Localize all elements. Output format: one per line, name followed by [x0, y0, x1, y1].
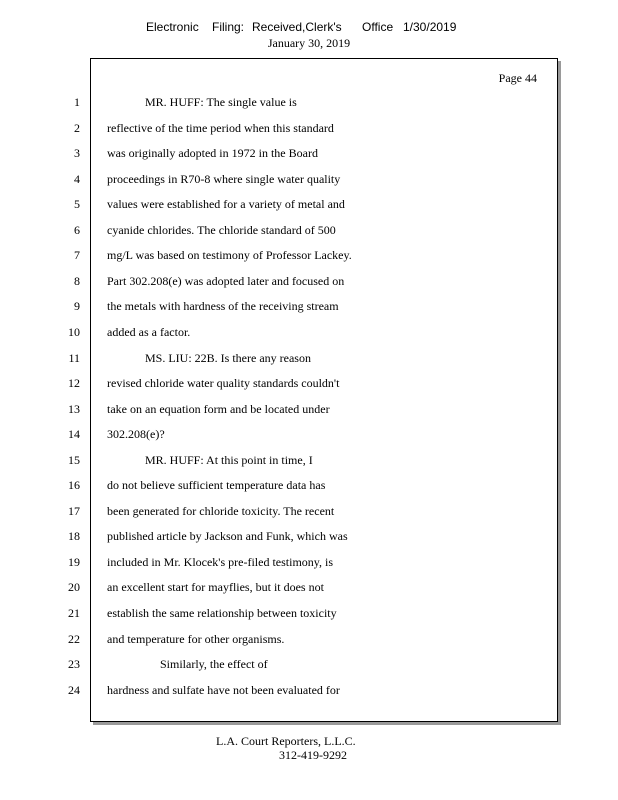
- line-number: 23: [68, 657, 80, 671]
- transcript-line: reflective of the time period when this standard: [107, 121, 334, 135]
- reporter-company: L.A. Court Reporters, L.L.C.: [216, 734, 356, 748]
- line-number: 12: [68, 376, 80, 390]
- filing-stamp: [0, 20, 618, 36]
- line-number: 3: [74, 146, 80, 160]
- line-number: 11: [68, 351, 80, 365]
- transcript-line: published article by Jackson and Funk, which was: [107, 529, 348, 543]
- line-number: 14: [68, 427, 80, 441]
- transcript-line: MR. HUFF: At this point in time, I: [145, 453, 313, 467]
- line-number: 15: [68, 453, 80, 467]
- stamp-electronic: Electronic: [146, 20, 199, 34]
- transcript-line: revised chloride water quality standards couldn't: [107, 376, 340, 390]
- transcript-line: MS. LIU: 22B. Is there any reason: [145, 351, 311, 365]
- transcript-line: Similarly, the effect of: [160, 657, 268, 671]
- line-number: 24: [68, 683, 80, 697]
- stamp-date: 1/30/2019: [403, 20, 457, 34]
- line-number: 16: [68, 478, 80, 492]
- transcript-line: and temperature for other organisms.: [107, 632, 285, 646]
- stamp-filing: Filing:: [212, 20, 245, 34]
- line-number: 1: [74, 95, 80, 109]
- page-number: Page 44: [498, 71, 537, 85]
- transcript-line: an excellent start for mayflies, but it does not: [107, 580, 324, 594]
- stamp-received-clerks: Received,Clerk's: [252, 20, 342, 34]
- line-number: 9: [74, 299, 80, 313]
- transcript-line: was originally adopted in 1972 in the Board: [107, 146, 318, 160]
- transcript-line: included in Mr. Klocek's pre-filed testimony, is: [107, 555, 334, 569]
- transcript-line: cyanide chlorides. The chloride standard of 500: [107, 223, 336, 237]
- line-number: 18: [68, 529, 80, 543]
- line-number: 21: [68, 606, 80, 620]
- reporter-phone: 312-419-9292: [279, 748, 347, 762]
- line-number: 8: [74, 274, 80, 288]
- line-number: 20: [68, 580, 80, 594]
- transcript-line: values were established for a variety of metal and: [107, 197, 345, 211]
- transcript-line: do not believe sufficient temperature data has: [107, 478, 326, 492]
- line-number: 13: [68, 402, 80, 416]
- transcript-line: added as a factor.: [107, 325, 191, 339]
- transcript-line: the metals with hardness of the receiving stream: [107, 299, 339, 313]
- line-number: 6: [74, 223, 80, 237]
- line-number: 4: [74, 172, 80, 186]
- line-number: 22: [68, 632, 80, 646]
- line-number: 10: [68, 325, 80, 339]
- line-number: 5: [74, 197, 80, 211]
- line-number: 2: [74, 121, 80, 135]
- line-number: 19: [68, 555, 80, 569]
- transcript-line: been generated for chloride toxicity. The recent: [107, 504, 335, 518]
- transcript-date: January 30, 2019: [267, 36, 351, 50]
- transcript-line: MR. HUFF: The single value is: [145, 95, 297, 109]
- transcript-line: hardness and sulfate have not been evaluated for: [107, 683, 340, 697]
- transcript-line: take on an equation form and be located under: [107, 402, 330, 416]
- transcript-line: mg/L was based on testimony of Professor Lackey.: [107, 248, 352, 262]
- transcript-line: 302.208(e)?: [107, 427, 165, 441]
- transcript-line: proceedings in R70-8 where single water quality: [107, 172, 341, 186]
- line-number: 17: [68, 504, 80, 518]
- stamp-office: Office: [362, 20, 394, 34]
- transcript-line: Part 302.208(e) was adopted later and focused on: [107, 274, 345, 288]
- transcript-line: establish the same relationship between toxicity: [107, 606, 337, 620]
- line-number: 7: [74, 248, 80, 262]
